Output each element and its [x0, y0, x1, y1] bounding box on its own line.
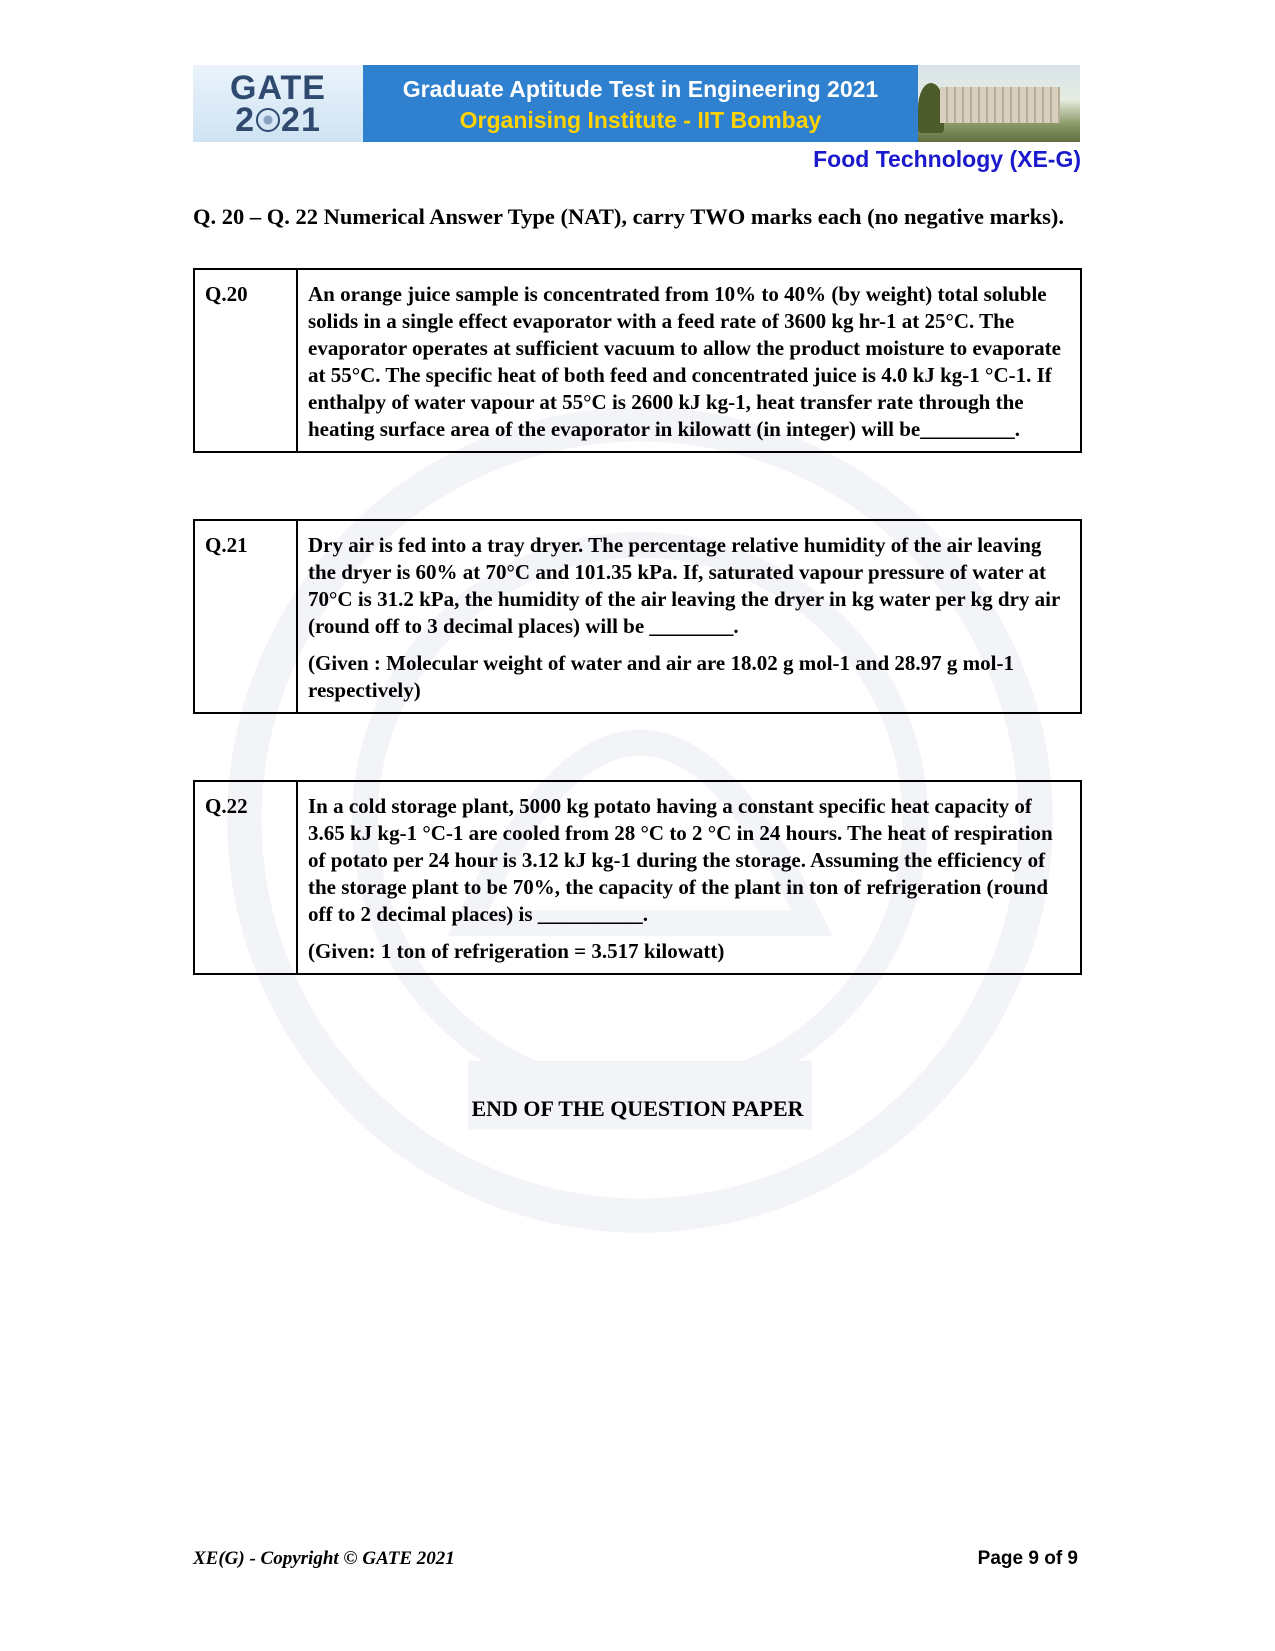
question-given: (Given : Molecular weight of water and air are 18.02 g mol-1 and 28.97 g mol-1 respectively) [308, 651, 1014, 702]
logo-text: GATE [230, 68, 326, 107]
logo-year-suffix: 21 [281, 100, 321, 139]
question-text: Dry air is fed into a tray dryer. The percentage relative humidity of the air leaving the dryer is 60% at 70°C and 101.35 kPa. If, saturated vapour pressure of water at 70°C is 31.2 kPa, the humidity of the air leaving the dryer in kg water per kg dry air (round off to 3 decimal places) will be ________. [308, 533, 1060, 638]
question-body [298, 521, 1080, 712]
logo-year-prefix: 2 [235, 100, 256, 139]
question-table-22 [193, 780, 1082, 975]
building-icon [940, 87, 1060, 123]
gate-logo [193, 65, 363, 142]
campus-photo [918, 65, 1080, 142]
question-number: Q.22 [195, 782, 298, 973]
question-body [298, 782, 1080, 973]
footer-copyright: XE(G) - Copyright © GATE 2021 [193, 1548, 455, 1569]
subject-title: Food Technology (XE-G) [813, 146, 1081, 172]
banner-title: Graduate Aptitude Test in Engineering 2021 [402, 75, 879, 102]
question-table-21 [193, 519, 1082, 714]
logo-year [235, 100, 321, 139]
end-of-paper: END OF THE QUESTION PAPER [471, 1096, 804, 1121]
header-banner [193, 65, 1080, 142]
footer-page-number: Page 9 of 9 [977, 1548, 1078, 1569]
question-text: In a cold storage plant, 5000 kg potato having a constant specific heat capacity of 3.65 kJ kg-1 °C-1 are cooled from 28 °C to 2 °C in 24 hours. The heat of respiration of potato per 24 hour is 3.12 kJ kg-1 during the storage. Assuming the efficiency of the storage plant to be 70%, the capacity of the plant in ton of refrigeration (round off to 2 decimal places) is __________. [308, 794, 1053, 926]
question-number: Q.21 [195, 521, 298, 712]
question-given: (Given: 1 ton of refrigeration = 3.517 kilowatt) [308, 939, 725, 963]
banner-subtitle: Organising Institute - IIT Bombay [459, 106, 822, 133]
seal-icon [256, 108, 280, 132]
banner-title-block [363, 65, 918, 142]
question-body [298, 270, 1080, 451]
question-text: An orange juice sample is concentrated from 10% to 40% (by weight) total soluble solids in a single effect evaporator with a feed rate of 3600 kg hr-1 at 25°C. The evaporator operates at sufficient vacuum to allow the product moisture to evaporate at 55°C. The specific heat of both feed and concentrated juice is 4.0 kJ kg-1 °C-1. If enthalpy of water vapour at 55°C is 2600 kJ kg-1, heat transfer rate through the heating surface area of the evaporator in kilowatt (in integer) will be_________. [308, 282, 1061, 441]
question-number: Q.20 [195, 270, 298, 451]
question-table-20 [193, 268, 1082, 453]
section-heading: Q. 20 – Q. 22 Numerical Answer Type (NAT), carry TWO marks each (no negative marks). [193, 204, 1064, 229]
